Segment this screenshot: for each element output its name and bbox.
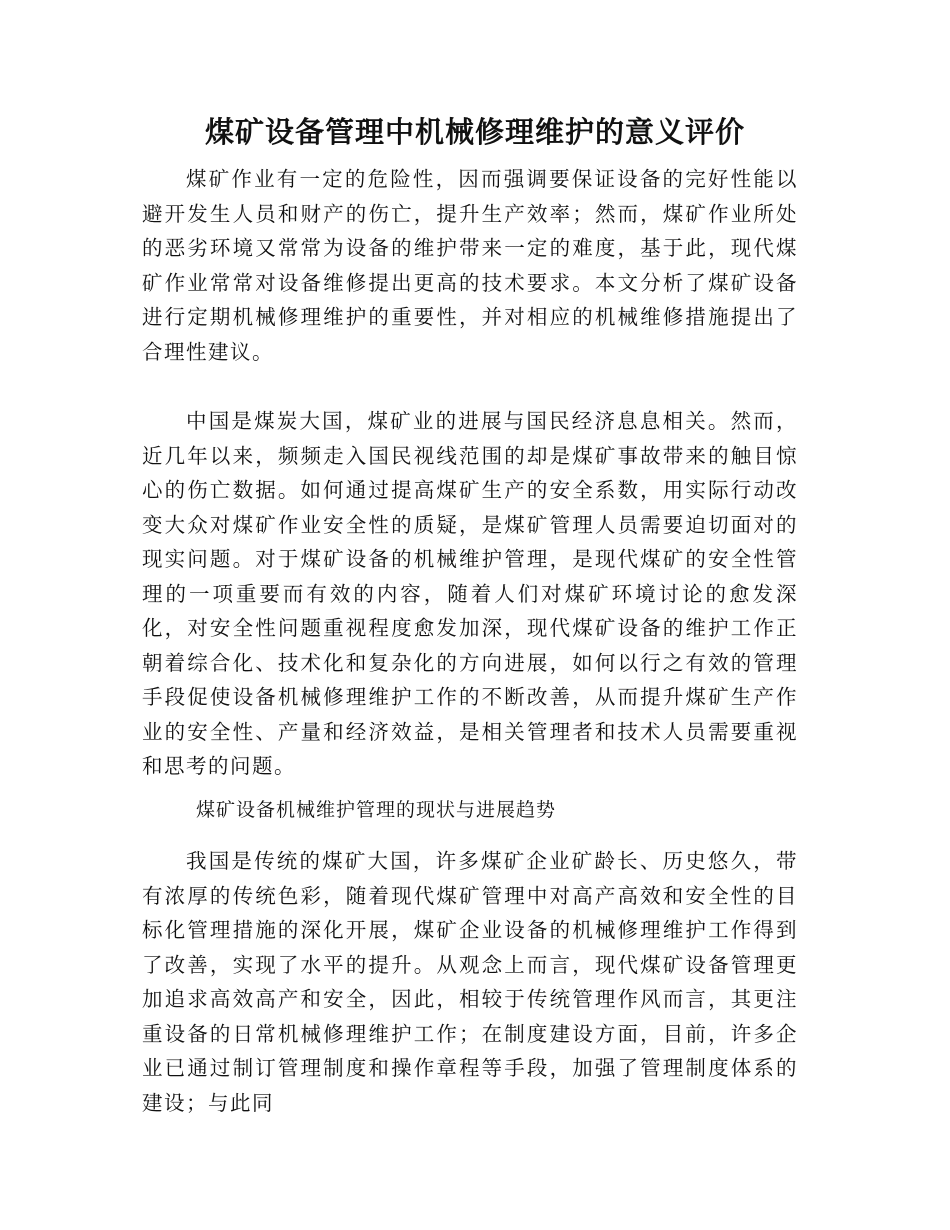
- section-heading: 煤矿设备机械维护管理的现状与进展趋势: [196, 799, 557, 821]
- intro-paragraph: 中国是煤炭大国，煤矿业的进展与国民经济息息相关。然而，近几年以来，频频走入国民视线范围的却是煤矿事故带来的触目惊心的伤亡数据。如何通过提高煤矿生产的安全系数，用实际行动改变大众对煤矿作业安全性的质疑，是煤矿管理人员需要迫切面对的现实问题。对于煤矿设备的机械维护管理，是现代煤矿的安全性管理的一项重要而有效的内容，随着人们对煤矿环境讨论的愈发深化，对安全性问题重视程度愈发加深，现代煤矿设备的维护工作正朝着综合化、技术化和复杂化的方向进展，如何以行之有效的管理手段促使设备机械修理维护工作的不断改善，从而提升煤矿生产作业的安全性、产量和经济效益，是相关管理者和技术人员需要重视和思考的问题。: [142, 409, 798, 778]
- section-paragraph: 我国是传统的煤矿大国，许多煤矿企业矿龄长、历史悠久，带有浓厚的传统色彩，随着现代煤矿管理中对高产高效和安全性的目标化管理措施的深化开展，煤矿企业设备的机械修理维护工作得到了改善，实现了水平的提升。从观念上而言，现代煤矿设备管理更加追求高效高产和安全，因此，相较于传统管理作风而言，其更注重设备的日常机械修理维护工作；在制度建设方面，目前，许多企业已通过制订管理制度和操作章程等手段，加强了管理制度体系的建设；与此同: [142, 849, 798, 1115]
- abstract-paragraph: 煤矿作业有一定的危险性，因而强调要保证设备的完好性能以避开发生人员和财产的伤亡，提升生产效率；然而，煤矿作业所处的恶劣环境又常常为设备的维护带来一定的难度，基于此，现代煤矿作业常常对设备维修提出更高的技术要求。本文分析了煤矿设备进行定期机械修理维护的重要性，并对相应的机械维修措施提出了合理性建议。: [142, 167, 798, 364]
- document-title: 煤矿设备管理中机械修理维护的意义评价: [204, 115, 745, 149]
